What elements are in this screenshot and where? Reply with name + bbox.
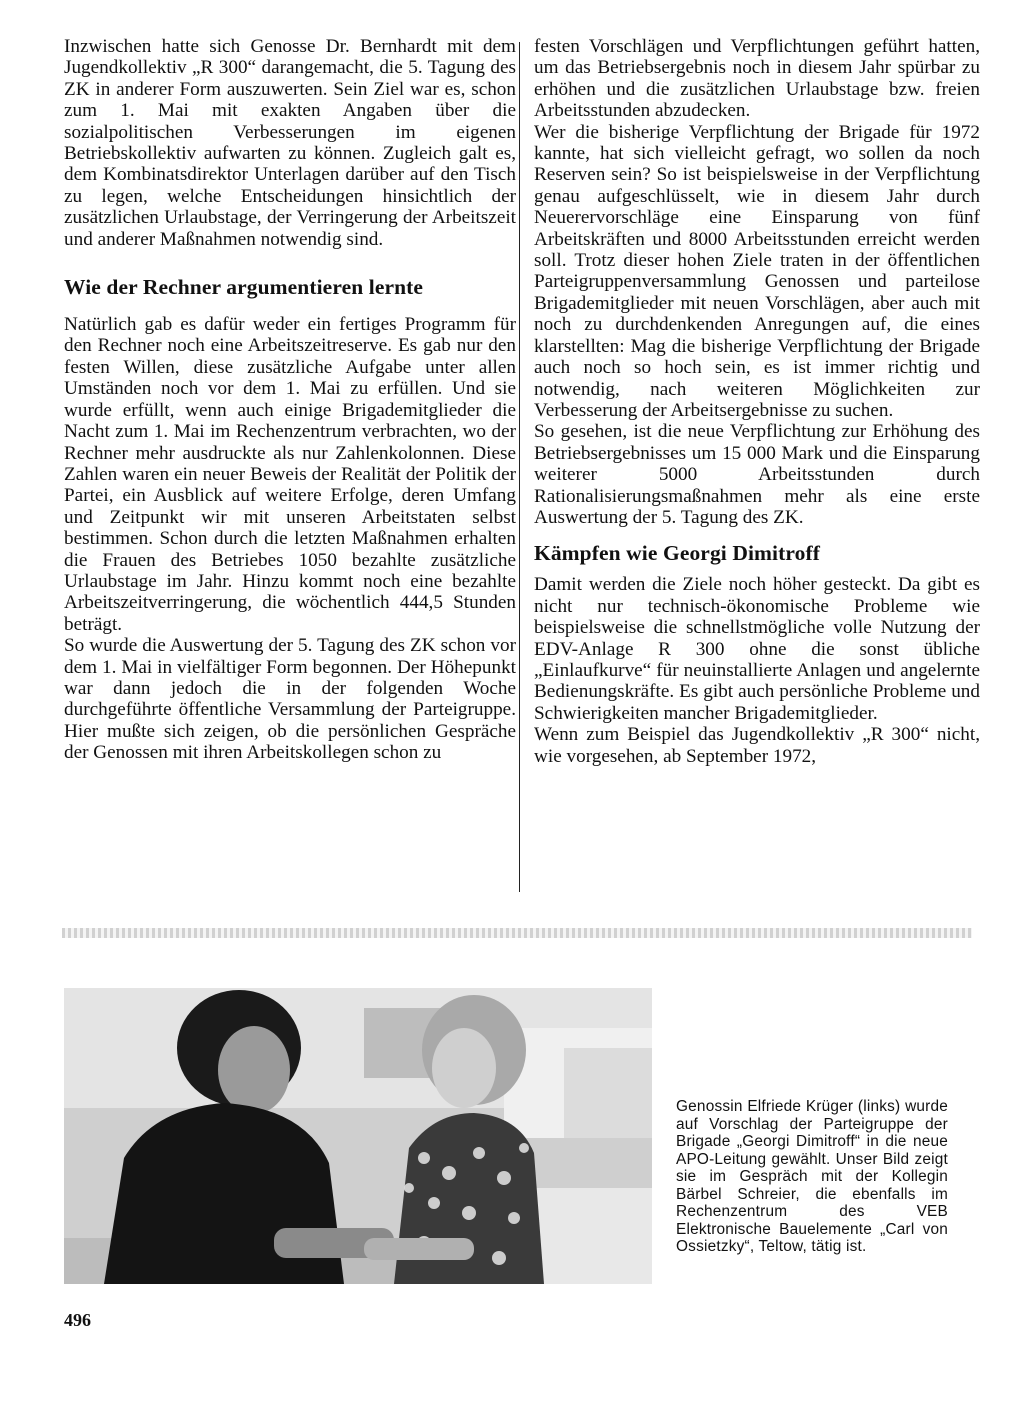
- decorative-divider-band: [62, 928, 972, 938]
- left-column: [64, 36, 516, 764]
- right-paragraph-2: Wer die bisherige Verpflichtung der Brigade für 1972 kannte, hat sich vielleicht gefragt, wo sollen da noch Reserven sein? So ist beispielsweise in der Verpflichtung genau aufgeschlüsselt, wie in diesem Jahr durch Neuerervorschläge eine Einsparung von fünf Arbeitskräften und 8000 Arbeitsstunden erreicht werden soll. Trotz dieser hohen Ziele traten in der öffentlichen Parteigruppenversammlung Genossen und parteilose Brigademitglieder mit neuen Vorschlägen, aber auch mit noch zu durchdenkenden Anregungen auf, die eines klarstellten: Mag die bisherige Verpflichtung der Brigade auch noch so hoch sein, es ist immer richtig und notwendig, nach weiteren Möglichkeiten zur Verbesserung der Arbeitsergebnisse zu suchen.: [534, 121, 980, 421]
- right-paragraph-4: Damit werden die Ziele noch höher gesteckt. Da gibt es nicht nur technisch-ökonomische Probleme wie beispielsweise die schnellstmögliche volle Nutzung der EDV-Anlage R 300 ohne die sonst übliche „Einlaufkurve“ für neuinstallierte Anlagen und angelernte Bedienungskräfte. Es gibt auch persönliche Probleme und Schwierigkeiten mancher Brigademitglieder.: [534, 574, 980, 724]
- section-heading-dimitroff: Kämpfen wie Georgi Dimitroff: [534, 541, 821, 566]
- column-divider: [519, 42, 520, 892]
- right-column: [534, 36, 980, 767]
- photo-caption: Genossin Elfriede Krüger (links) wurde auf Vorschlag der Parteigruppe der Brigade „Georgi Dimitroff“ in die neue APO-Leitung gewählt. Unser Bild zeigt sie im Gespräch mit der Kollegin Bärbel Schreier, die ebenfalls im Rechenzentrum des VEB Elektronische Bauelemente „Carl von Ossietzky“, Teltow, tätig ist.: [676, 1098, 948, 1255]
- right-paragraph-1: festen Vorschlägen und Verpflichtungen geführt hatten, um das Betriebsergebnis noch in diesem Jahr spürbar zu erhöhen und die zusätzlichen Urlaubstage bzw. freien Arbeitsstunden abzudecken.: [534, 36, 980, 122]
- section-heading-rechner: Wie der Rechner argumentieren lernte: [64, 275, 424, 300]
- page-number: 496: [64, 1310, 91, 1330]
- left-paragraph-2: Natürlich gab es dafür weder ein fertiges Programm für den Rechner noch eine Arbeitszeitreserve. Es gab nur den festen Willen, diese zusätzliche Aufgabe unter allen Umständen noch vor dem 1. Mai zu erfüllen. Und sie wurde erfüllt, wenn auch einige Brigademitglieder die Nacht zum 1. Mai im Rechenzentrum verbrachten, wo der Rechner mehr ausdruckte als nur Zahlenkolonnen. Diese Zahlen waren ein neuer Beweis der Realität der Politik der Partei, ein Ausblick auf weitere Erfolge, deren Umfang und Zeitpunkt wir mit unseren Arbeitstaten selbst bestimmen. Schon durch die letzten Maßnahmen erhalten die Frauen des Betriebes 1050 bezahlte zusätzliche Urlaubstage im Jahr. Hinzu kommt noch eine bezahlte Arbeitszeitverringerung, die wöchentlich 444,5 Stunden beträgt.: [64, 314, 516, 635]
- left-paragraph-1: Inzwischen hatte sich Genosse Dr. Bernhardt mit dem Jugendkollektiv „R 300“ darangemacht, die 5. Tagung des ZK in anderer Form auszuwerten. Sein Ziel war es, schon zum 1. Mai mit exakten Angaben über die sozialpolitischen Verbesserungen im eigenen Betriebskollektiv aufwarten zu können. Zugleich galt es, dem Kombinatsdirektor Unterlagen darüber auf den Tisch zu legen, welche Entscheidungen hinsichtlich der zusätzlichen Urlaubstage, der Verringerung der Arbeitszeit und anderer Maßnahmen notwendig sind.: [64, 36, 516, 250]
- right-paragraph-3: So gesehen, ist die neue Verpflichtung zur Erhöhung des Betriebsergebnisses um 15 000 Mark und die Einsparung weiterer 5000 Arbeitsstunden durch Rationalisierungsmaßnahmen mehr als eine erste Auswertung der 5. Tagung des ZK.: [534, 421, 980, 528]
- right-paragraph-5: Wenn zum Beispiel das Jugendkollektiv „R 300“ nicht, wie vorgesehen, ab September 1972,: [534, 724, 980, 767]
- left-paragraph-3: So wurde die Auswertung der 5. Tagung des ZK schon vor dem 1. Mai in vielfältiger Form begonnen. Der Höhepunkt war dann jedoch die in der folgenden Woche durchgeführte öffentliche Versammlung der Parteigruppe. Hier mußte sich zeigen, ob die persönlichen Gespräche der Genossen mit ihren Arbeitskollegen schon zu: [64, 635, 516, 764]
- photo-two-women-conversation: [64, 988, 652, 1284]
